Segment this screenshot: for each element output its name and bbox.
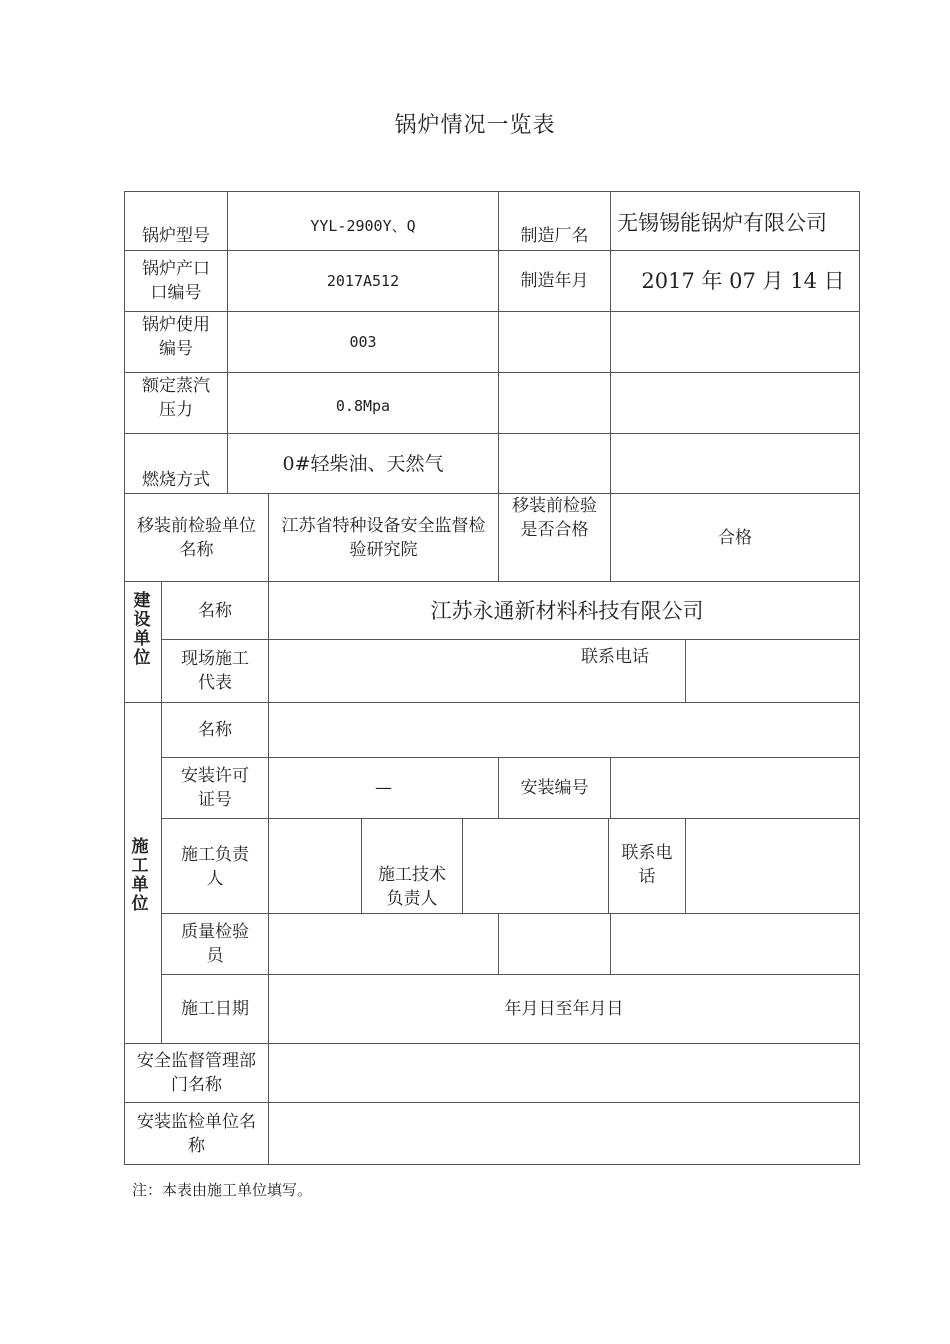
label-tech-leader: 施工技术负责人 [378, 865, 446, 909]
value-date: 2017 年 07 月 14 日 [641, 269, 845, 293]
label-construction-name: 名称 [198, 600, 232, 621]
value-install-date: 年月日至年月日 [504, 999, 624, 1019]
label-install-unit: 施工单位 [131, 837, 149, 914]
label-factory-no: 锅炉产口口编号 [142, 259, 210, 303]
label-safety-dept: 安全监督管理部门名称 [137, 1051, 256, 1095]
label-pre-inspection-unit: 移装前检验单位名称 [137, 515, 256, 560]
value-use-no: 003 [349, 333, 377, 351]
value-model: YYL-2900Y、Q [310, 217, 416, 235]
label-supervision-unit: 安装监检单位名称 [137, 1111, 256, 1156]
value-fuel: 0#轻柴油、天然气 [282, 453, 444, 475]
value-pre-inspection-pass: 合格 [718, 527, 752, 548]
label-qc: 质量检验员 [181, 922, 249, 966]
label-leader: 施工负责人 [181, 845, 249, 889]
label-site-rep: 现场施工代表 [181, 649, 249, 693]
label-phone: 联系电话 [581, 647, 649, 667]
label-fuel: 燃烧方式 [142, 470, 210, 490]
page-title: 锅炉情况一览表 [394, 113, 556, 138]
label-pre-inspection-pass: 移装前检验是否合格 [512, 496, 597, 540]
label-pressure: 额定蒸汽压力 [142, 376, 210, 420]
value-construction-name: 江苏永通新材料科技有限公司 [430, 598, 704, 623]
label-install-date: 施工日期 [181, 999, 249, 1019]
label-license: 安装许可证号 [181, 766, 249, 810]
label-use-no: 锅炉使用编号 [142, 315, 210, 359]
label-manufacturer: 制造厂名 [520, 226, 589, 246]
label-phone-2: 联系电话 [621, 843, 673, 887]
value-factory-no: 2017A512 [326, 272, 400, 290]
label-construction-unit: 建设单位 [133, 591, 151, 668]
value-pressure: 0.8Mpa [335, 397, 391, 415]
label-date: 制造年月 [520, 271, 589, 291]
value-manufacturer: 无锡锡能锅炉有限公司 [617, 211, 827, 235]
label-install-no: 安装编号 [520, 778, 589, 798]
value-license: — [375, 778, 392, 798]
label-install-name: 名称 [198, 720, 232, 740]
value-pre-inspection-unit: 江苏省特种设备安全监督检验研究院 [281, 515, 486, 560]
label-model: 锅炉型号 [142, 226, 210, 246]
footnote: 注：本表由施工单位填写。 [132, 1181, 313, 1199]
